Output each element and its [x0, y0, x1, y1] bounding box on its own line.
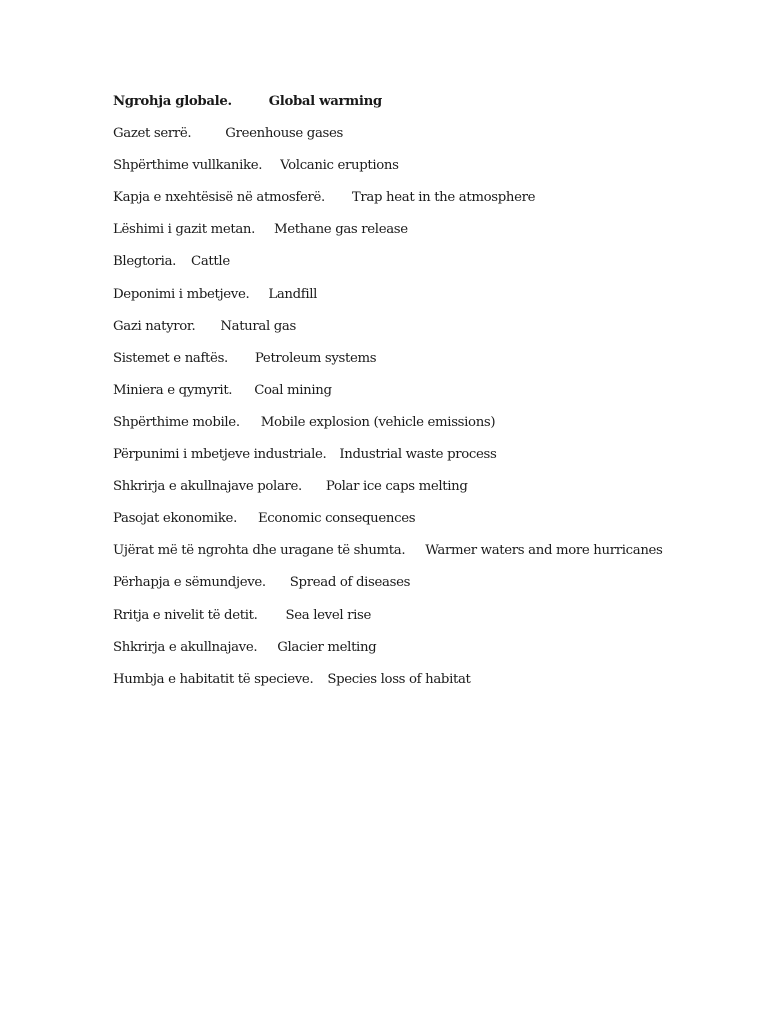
- term-row: [113, 606, 733, 638]
- term-row: [113, 349, 733, 381]
- term-albanian: Miniera e qymyrit.: [113, 382, 233, 398]
- title-english: Global warming: [268, 94, 382, 109]
- term-albanian: Përpunimi i mbetjeve industriale.: [113, 447, 327, 463]
- term-row: [113, 413, 733, 445]
- term-albanian: Pasojat ekonomike.: [113, 511, 237, 527]
- term-albanian: Kapja e nxehtësisë në atmosferë.: [113, 190, 325, 206]
- term-english: Cattle: [191, 254, 230, 270]
- term-english: Landfill: [268, 286, 318, 302]
- term-row: [113, 285, 733, 317]
- term-row: [113, 220, 733, 252]
- document-page: [113, 92, 733, 702]
- term-albanian: Ujërat më të ngrohta dhe uragane të shumta.: [113, 543, 406, 559]
- term-english: Warmer waters and more hurricanes: [425, 543, 663, 559]
- term-english: Spread of diseases: [289, 575, 411, 591]
- term-english: Volcanic eruptions: [280, 158, 399, 174]
- term-albanian: Përhapja e sëmundjeve.: [113, 575, 266, 591]
- term-row: [113, 445, 733, 477]
- title-albanian: Ngrohja globale.: [113, 94, 232, 109]
- term-albanian: Humbja e habitatit të specieve.: [113, 671, 314, 687]
- term-english: Glacier melting: [277, 639, 377, 655]
- term-row: [113, 252, 733, 284]
- term-english: Economic consequences: [257, 511, 416, 527]
- term-english: Trap heat in the atmosphere: [351, 190, 536, 206]
- term-row: [113, 317, 733, 349]
- document-title: [113, 92, 733, 124]
- term-row: [113, 541, 733, 573]
- term-english: Petroleum systems: [254, 350, 377, 366]
- term-row: [113, 381, 733, 413]
- term-albanian: Shpërthime vullkanike.: [113, 158, 263, 174]
- term-albanian: Deponimi i mbetjeve.: [113, 286, 250, 302]
- term-english: Sea level rise: [285, 607, 372, 623]
- term-row: [113, 509, 733, 541]
- term-albanian: Blegtoria.: [113, 254, 177, 270]
- term-albanian: Sistemet e naftës.: [113, 350, 228, 366]
- term-row: [113, 477, 733, 509]
- term-english: Methane gas release: [274, 222, 408, 238]
- term-row: [113, 638, 733, 670]
- term-albanian: Shkrirja e akullnajave polare.: [113, 479, 302, 495]
- term-albanian: Rritja e nivelit të detit.: [113, 607, 258, 623]
- term-english: Industrial waste process: [339, 447, 497, 463]
- term-row: [113, 156, 733, 188]
- term-english: Coal mining: [254, 382, 332, 398]
- term-english: Mobile explosion (vehicle emissions): [260, 414, 496, 430]
- term-row: [113, 573, 733, 605]
- term-row: [113, 188, 733, 220]
- term-albanian: Shpërthime mobile.: [113, 414, 240, 430]
- term-row: [113, 670, 733, 702]
- term-english: Species loss of habitat: [327, 671, 471, 687]
- term-english: Polar ice caps melting: [325, 479, 468, 495]
- term-english: Natural gas: [220, 318, 296, 334]
- term-row: [113, 124, 733, 156]
- term-albanian: Shkrirja e akullnajave.: [113, 639, 258, 655]
- term-albanian: Lëshimi i gazit metan.: [113, 222, 256, 238]
- term-english: Greenhouse gases: [225, 126, 343, 142]
- term-albanian: Gazi natyror.: [113, 318, 196, 334]
- term-albanian: Gazet serrë.: [113, 126, 192, 142]
